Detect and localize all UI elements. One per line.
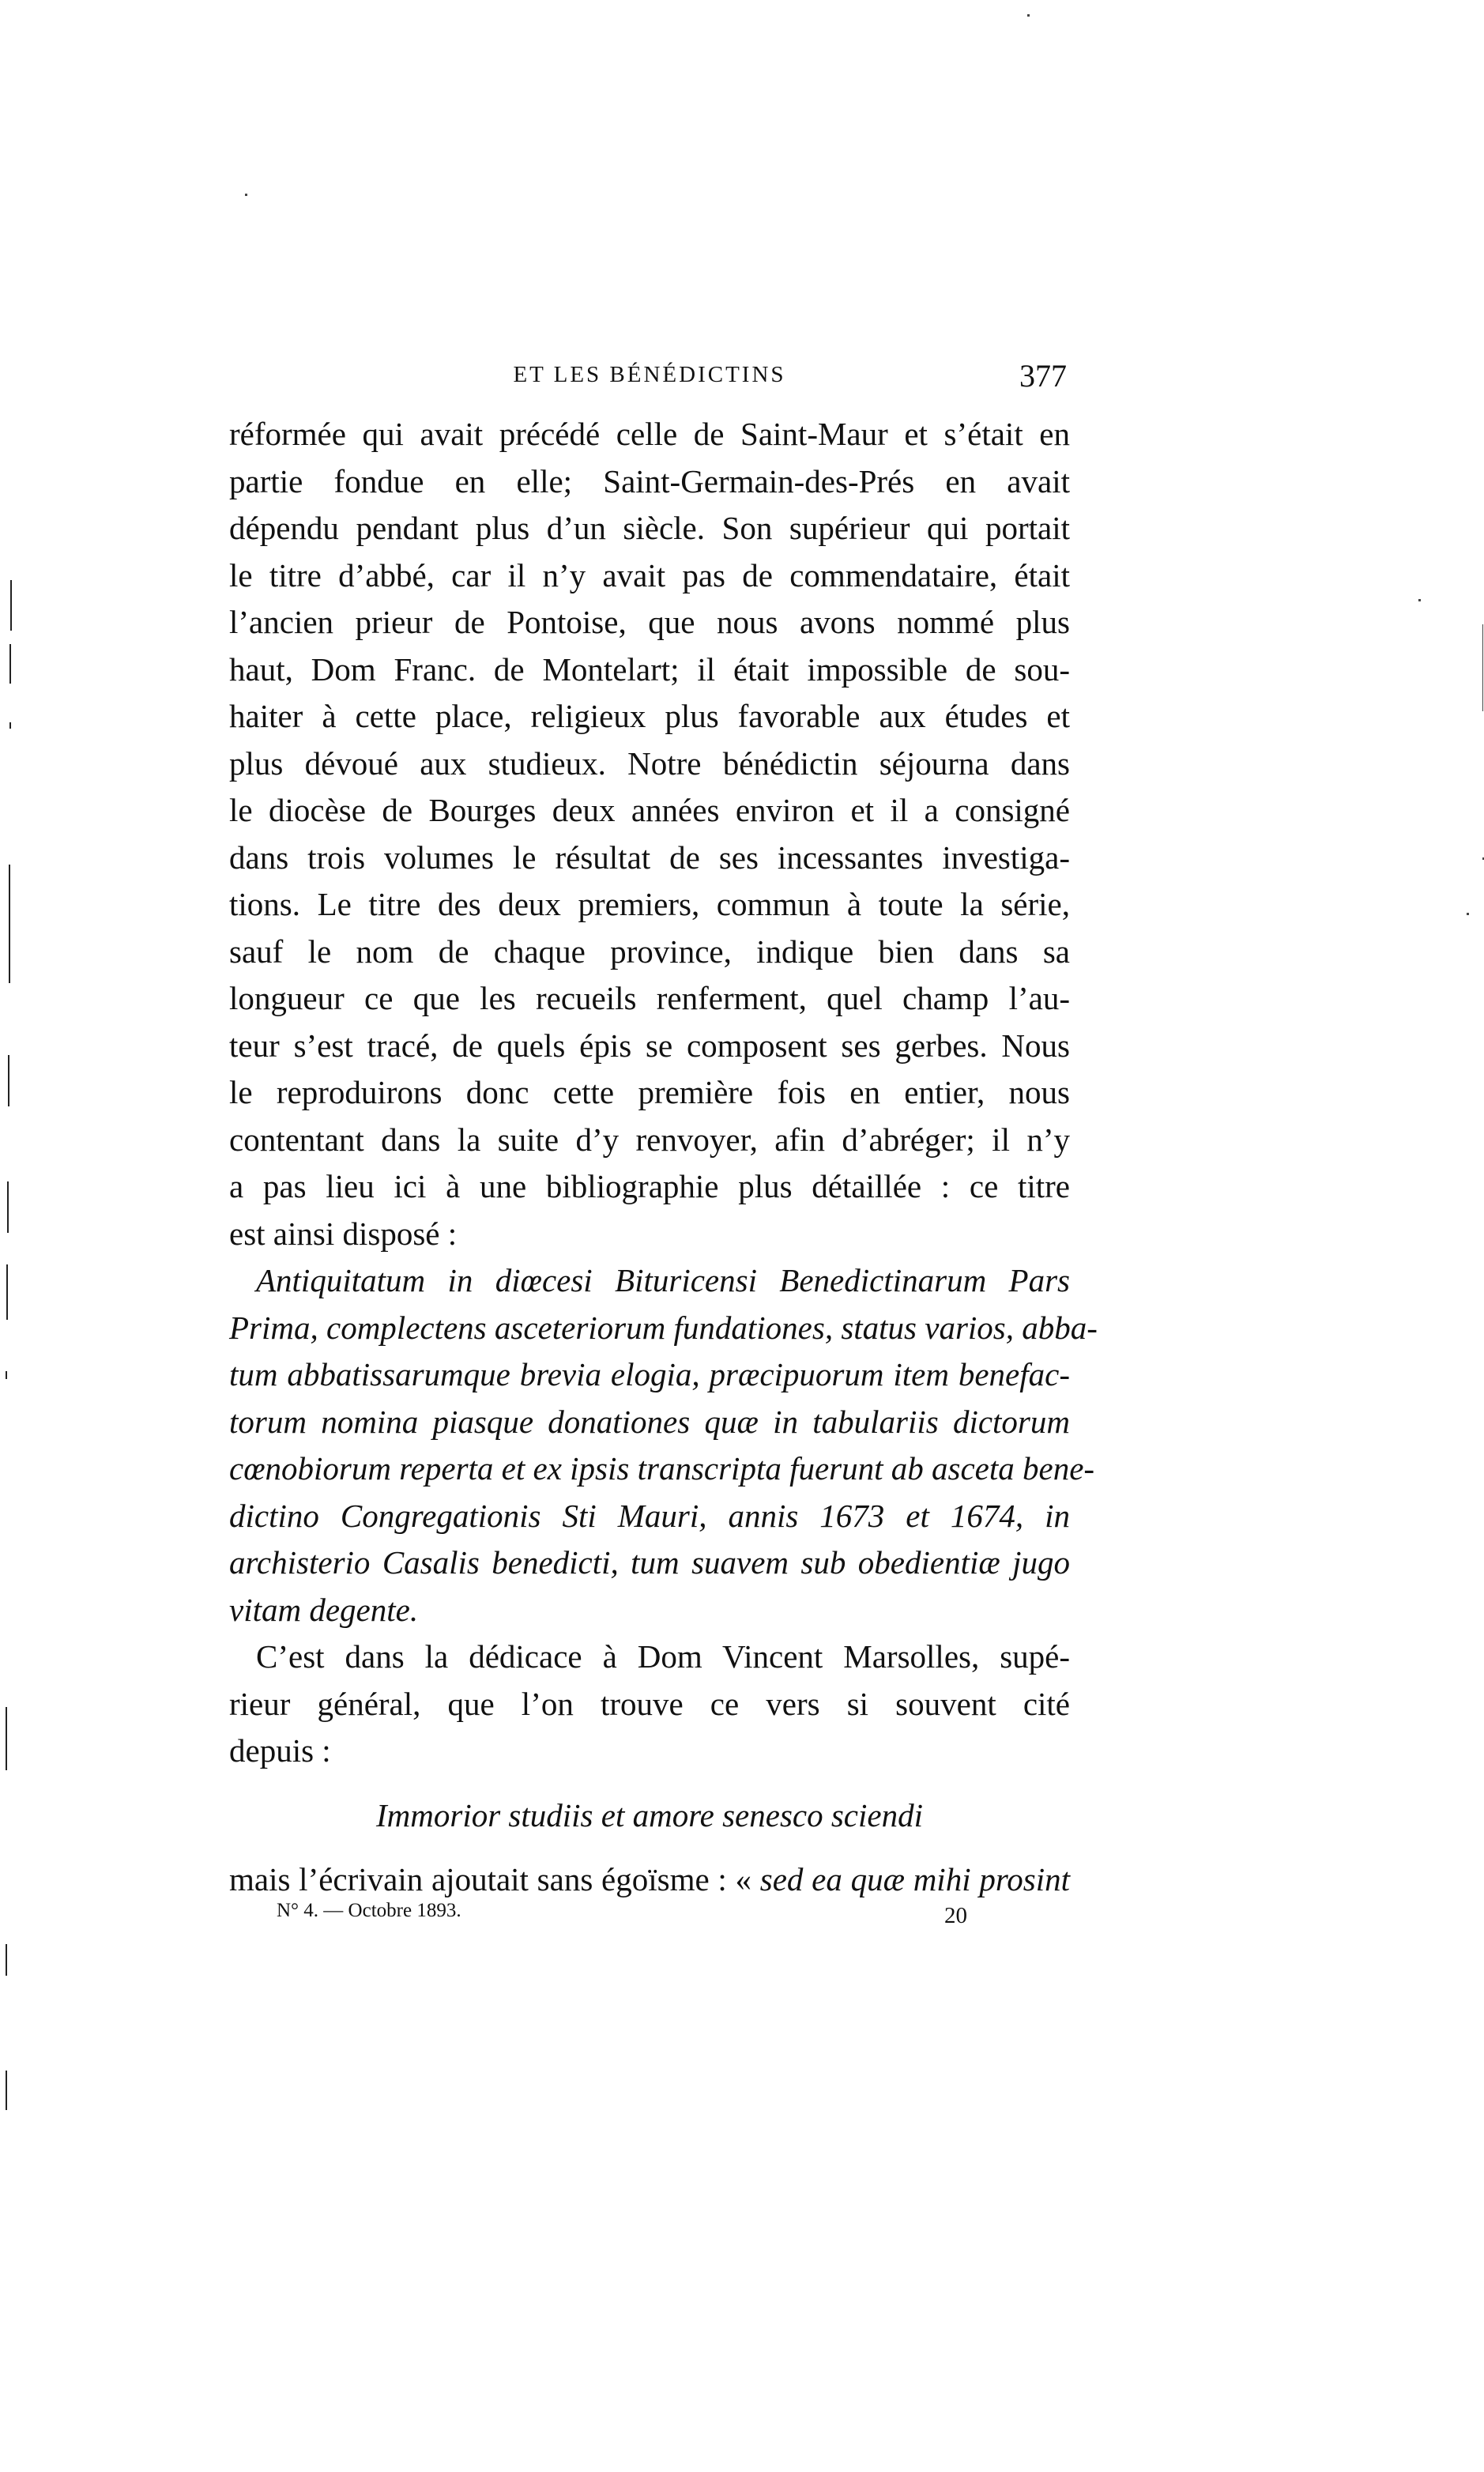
latin-title-line: dictino Congregationis Sti Mauri, annis 1673 et 1674, in [229,1497,1070,1534]
text-line: le diocèse de Bourges deux années environ et il a consigné [229,792,1070,828]
scan-artifact-line [6,1371,7,1379]
latin-title-line: Prima, complectens asceteriorum fundationes, status varios, abba- [229,1309,1098,1346]
scan-artifact-dot [1418,599,1421,601]
sheet-number: 20 [944,1903,967,1928]
scan-artifact-line [10,580,12,631]
text-line: le titre d’abbé, car il n’y avait pas de commendataire, était [229,556,1070,594]
final-line [229,1856,1070,1904]
latin-title-line: cœnobiorum reperta et ex ipsis transcripta fuerunt ab asceta bene- [229,1450,1095,1487]
text-line: tions. Le titre des deux premiers, commun à toute la série, [229,886,1070,922]
page-number: 377 [1019,358,1067,394]
text-line: depuis : [229,1732,331,1769]
body-text [229,411,1098,1904]
verse-quote: Immorior studiis et amore senesco sciendi [376,1796,923,1833]
scan-artifact-line [9,722,11,729]
text-line: réformée qui avait précédé celle de Saint-Maur et s’était en [229,416,1070,452]
scan-artifact-dot [1027,14,1030,17]
scan-artifact-line [6,2071,7,2110]
latin-title-line: torum nomina piasque donationes quæ in tabulariis dictorum [229,1403,1070,1440]
latin-title-block [229,1257,1098,1634]
scan-artifact-line [6,1944,7,1976]
latin-title-line: tum abbatissarumque brevia elogia, præcipuorum item benefac- [229,1356,1070,1392]
text-line: contentant dans la suite d’y renvoyer, afin d’abréger; il n’y [229,1121,1070,1158]
paragraph-dedicace [229,1634,1070,1775]
final-line-roman: mais l’écrivain ajoutait sans égoïsme : « [229,1861,760,1897]
page-header [229,357,1070,394]
text-line: l’ancien prieur de Pontoise, que nous avons nommé plus [229,604,1070,640]
running-title: ET LES BÉNÉDICTINS [513,362,786,387]
final-line-italic: sed ea quæ mihi prosint [759,1861,1070,1897]
text-line: est ainsi disposé : [229,1215,458,1252]
scan-artifact-line [6,1707,7,1770]
latin-title-line: vitam degente. [229,1591,419,1628]
text-line: rieur général, que l’on trouve ce vers si souvent cité [229,1685,1070,1722]
text-line: C’est dans la dédicace à Dom Vincent Marsolles, supé- [256,1638,1070,1675]
text-line: partie fondue en elle; Saint-Germain-des-Prés en avait [229,462,1070,499]
text-line: plus dévoué aux studieux. Notre bénédictin séjourna dans [229,744,1070,782]
scan-artifact-line [8,1055,9,1106]
text-line: le reproduirons donc cette première fois en entier, nous [229,1074,1070,1110]
text-line: a pas lieu ici à une bibliographie plus détaillée : ce titre [229,1168,1070,1204]
scan-artifact-dot [245,194,247,196]
scan-artifact-line [9,865,10,983]
latin-title-line: archisterio Casalis benedicti, tum suavem sub obedientiæ jugo [229,1544,1070,1581]
scan-artifact-line [7,1181,9,1233]
issue-signature: N° 4. — Octobre 1893. [277,1900,461,1921]
text-line: dépendu pendant plus d’un siècle. Son supérieur qui portait [229,510,1070,546]
text-line: haiter à cette place, religieux plus favorable aux études et [229,698,1070,734]
scan-artifact-line [9,644,11,684]
scan-artifact-line [6,1264,8,1320]
text-line: sauf le nom de chaque province, indique bien dans sa [229,933,1070,970]
text-line: longueur ce que les recueils renferment, quel champ l’au- [229,980,1070,1016]
scan-artifact-dot [1467,913,1469,915]
text-line: dans trois volumes le résultat de ses incessantes investiga- [229,838,1070,876]
text-line: haut, Dom Franc. de Montelart; il était impossible de sou- [229,650,1070,688]
scan-artifact-dot [1482,624,1483,711]
page-footer [229,1900,1070,1931]
latin-title-line: Antiquitatum in diœcesi Bituricensi Benedictinarum Pars [256,1262,1070,1298]
text-line: teur s’est tracé, de quels épis se composent ses gerbes. Nous [229,1027,1070,1064]
